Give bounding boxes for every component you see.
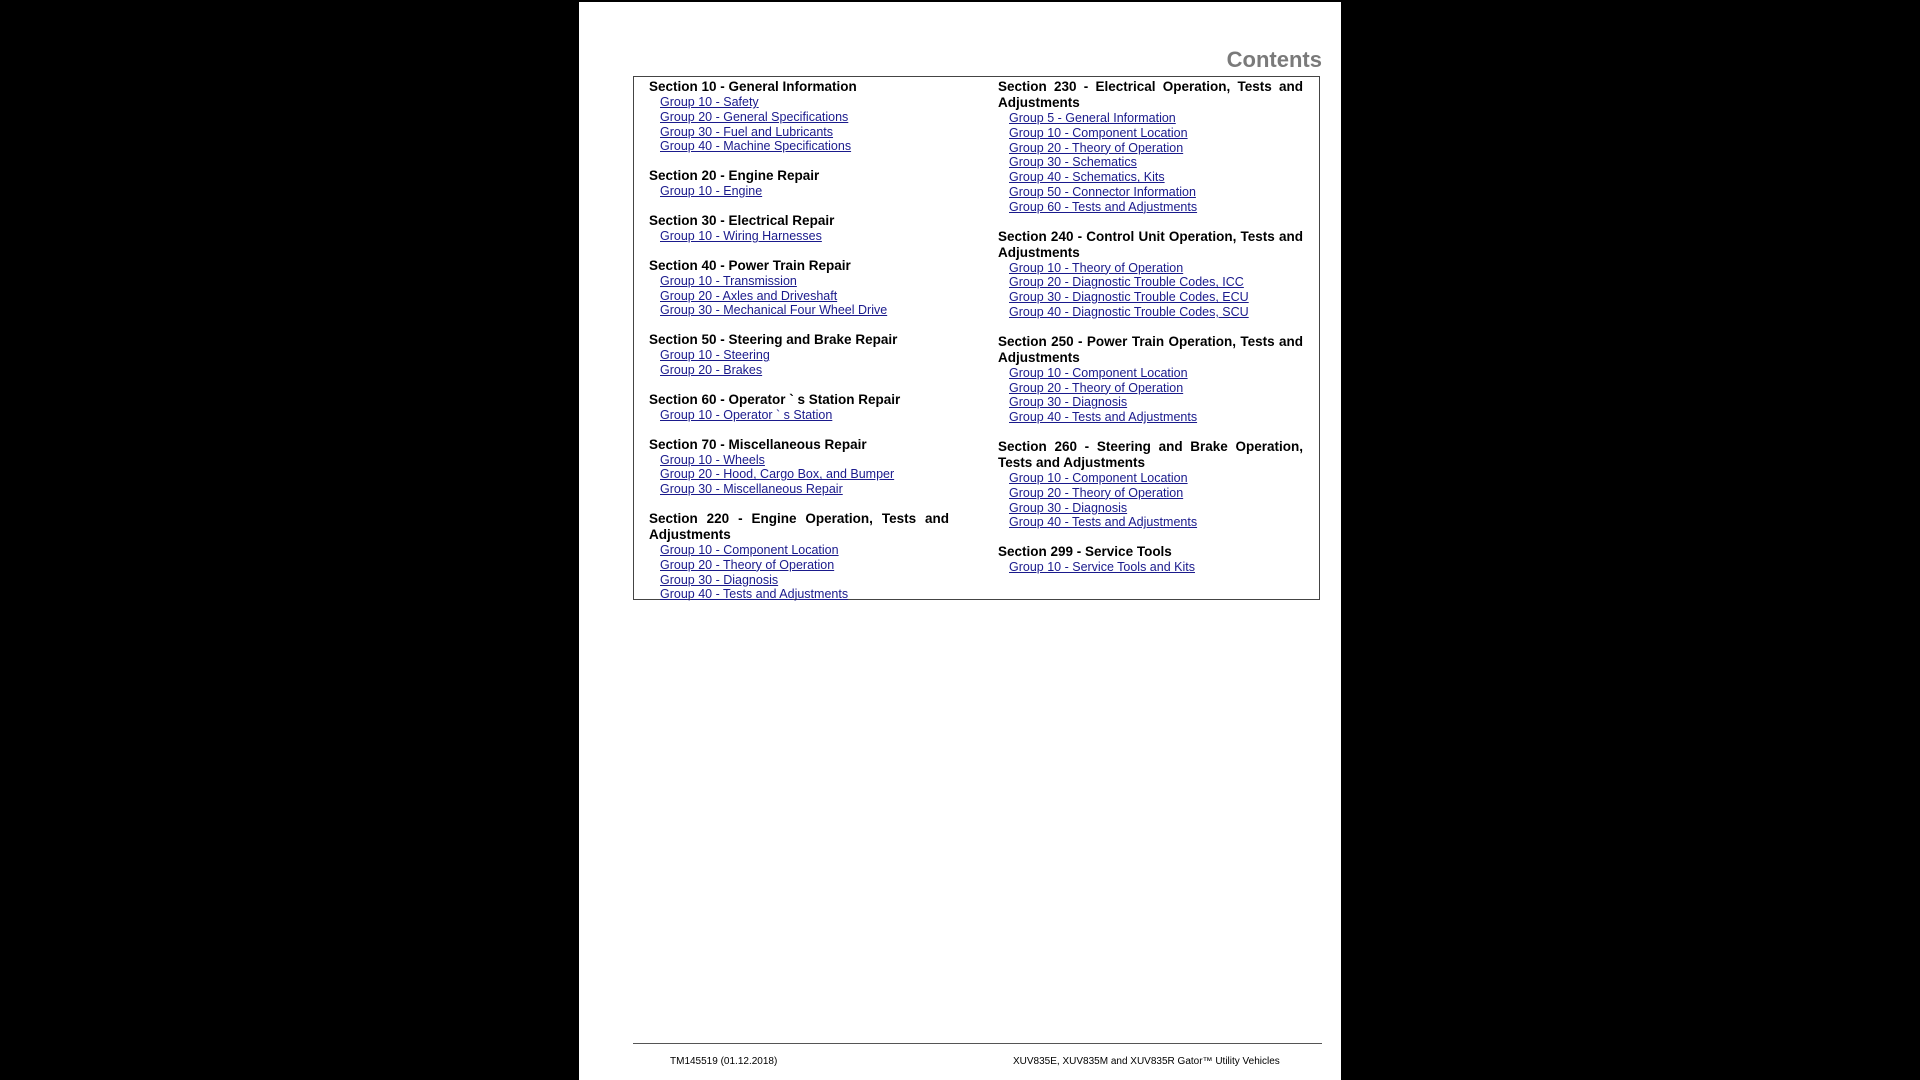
list-item bbox=[660, 348, 949, 363]
group-link[interactable]: Group 40 - Machine Specifications bbox=[660, 139, 852, 154]
section-title: Section 240 - Control Unit Operation, Tests and Adjustments bbox=[998, 228, 1303, 260]
list-item bbox=[1009, 111, 1303, 126]
group-link[interactable]: Group 10 - Steering bbox=[660, 348, 770, 363]
list-item bbox=[1009, 261, 1303, 276]
section-title: Section 70 - Miscellaneous Repair bbox=[649, 436, 867, 452]
toc-section bbox=[649, 213, 949, 244]
list-item bbox=[660, 125, 949, 140]
group-link[interactable]: Group 40 - Tests and Adjustments bbox=[660, 587, 849, 602]
group-list bbox=[649, 95, 949, 154]
group-link[interactable]: Group 20 - Theory of Operation bbox=[660, 557, 835, 572]
toc-section bbox=[649, 332, 949, 378]
toc-right-column bbox=[998, 79, 1303, 589]
group-list bbox=[998, 471, 1303, 530]
list-item bbox=[1009, 141, 1303, 156]
group-link[interactable]: Group 30 - Schematics bbox=[1009, 155, 1137, 170]
group-link[interactable]: Group 10 - Component Location bbox=[1009, 365, 1188, 380]
group-link[interactable]: Group 10 - Component Location bbox=[660, 542, 839, 557]
footer-document-number: TM145519 (01.12.2018) bbox=[670, 1056, 778, 1067]
toc-section bbox=[649, 437, 949, 497]
group-link[interactable]: Group 10 - Component Location bbox=[1009, 470, 1188, 485]
group-link[interactable]: Group 40 - Diagnostic Trouble Codes, SCU bbox=[1009, 304, 1249, 319]
group-link[interactable]: Group 30 - Miscellaneous Repair bbox=[660, 482, 843, 497]
group-link[interactable]: Group 40 - Tests and Adjustments bbox=[1009, 515, 1198, 530]
list-item bbox=[660, 573, 949, 588]
group-link[interactable]: Group 30 - Diagnostic Trouble Codes, ECU bbox=[1009, 290, 1249, 305]
section-title: Section 50 - Steering and Brake Repair bbox=[649, 332, 898, 348]
group-link[interactable]: Group 40 - Schematics, Kits bbox=[1009, 170, 1165, 185]
list-item bbox=[660, 482, 949, 497]
group-link[interactable]: Group 40 - Tests and Adjustments bbox=[1009, 410, 1198, 425]
group-link[interactable]: Group 30 - Diagnosis bbox=[1009, 395, 1128, 410]
group-link[interactable]: Group 30 - Diagnosis bbox=[660, 572, 779, 587]
list-item bbox=[660, 408, 949, 423]
section-title: Section 10 - General Information bbox=[649, 79, 857, 94]
group-list bbox=[998, 111, 1303, 215]
section-title: Section 30 - Electrical Repair bbox=[649, 212, 835, 228]
list-item bbox=[1009, 395, 1303, 410]
toc-section bbox=[998, 439, 1303, 530]
list-item bbox=[1009, 290, 1303, 305]
toc-section bbox=[998, 79, 1303, 215]
list-item bbox=[660, 229, 949, 244]
toc-section bbox=[649, 511, 949, 602]
group-list bbox=[998, 261, 1303, 320]
group-link[interactable]: Group 10 - Theory of Operation bbox=[1009, 260, 1184, 275]
list-item bbox=[660, 303, 949, 318]
group-link[interactable]: Group 10 - Safety bbox=[660, 95, 759, 109]
group-link[interactable]: Group 10 - Wiring Harnesses bbox=[660, 228, 822, 243]
group-link[interactable]: Group 20 - Hood, Cargo Box, and Bumper bbox=[660, 467, 895, 482]
list-item bbox=[1009, 275, 1303, 290]
group-list bbox=[649, 274, 949, 318]
group-list bbox=[649, 184, 949, 199]
section-title: Section 260 - Steering and Brake Operation, Tests and Adjustments bbox=[998, 438, 1303, 470]
group-list bbox=[649, 453, 949, 497]
toc-left-column bbox=[649, 79, 949, 616]
toc-section bbox=[649, 168, 949, 199]
group-list bbox=[649, 348, 949, 378]
list-item bbox=[1009, 471, 1303, 486]
list-item bbox=[660, 587, 949, 602]
list-item bbox=[1009, 305, 1303, 320]
footer-document-title: XUV835E, XUV835M and XUV835R Gator™ Utility Vehicles bbox=[1013, 1056, 1280, 1067]
list-item bbox=[1009, 155, 1303, 170]
list-item bbox=[1009, 515, 1303, 530]
group-list bbox=[998, 560, 1303, 575]
list-item bbox=[1009, 185, 1303, 200]
section-title: Section 220 - Engine Operation, Tests and Adjustments bbox=[649, 510, 949, 542]
section-title: Section 299 - Service Tools bbox=[998, 544, 1172, 560]
section-title: Section 60 - Operator ` s Station Repair bbox=[649, 391, 901, 407]
group-link[interactable]: Group 60 - Tests and Adjustments bbox=[1009, 199, 1198, 214]
group-list bbox=[649, 408, 949, 423]
list-item bbox=[660, 543, 949, 558]
list-item bbox=[1009, 200, 1303, 215]
group-link[interactable]: Group 20 - Theory of Operation bbox=[1009, 380, 1184, 395]
group-link[interactable]: Group 20 - Theory of Operation bbox=[1009, 485, 1184, 500]
list-item bbox=[660, 139, 949, 154]
section-title: Section 230 - Electrical Operation, Tests and Adjustments bbox=[998, 79, 1303, 110]
toc-section bbox=[649, 392, 949, 423]
list-item bbox=[660, 110, 949, 125]
section-title: Section 250 - Power Train Operation, Tests and Adjustments bbox=[998, 333, 1303, 365]
group-link[interactable]: Group 5 - General Information bbox=[1009, 111, 1176, 125]
group-link[interactable]: Group 30 - Diagnosis bbox=[1009, 500, 1128, 515]
list-item bbox=[660, 363, 949, 378]
table-of-contents bbox=[633, 76, 1320, 600]
list-item bbox=[1009, 410, 1303, 425]
group-link[interactable]: Group 10 - Engine bbox=[660, 184, 763, 199]
list-item bbox=[1009, 560, 1303, 575]
page-title: Contents bbox=[1226, 47, 1322, 72]
group-link[interactable]: Group 20 - Brakes bbox=[660, 362, 763, 377]
toc-section bbox=[998, 334, 1303, 425]
group-link[interactable]: Group 20 - Diagnostic Trouble Codes, ICC bbox=[1009, 275, 1244, 290]
group-link[interactable]: Group 50 - Connector Information bbox=[1009, 184, 1196, 199]
toc-section bbox=[649, 79, 949, 154]
section-title: Section 20 - Engine Repair bbox=[649, 168, 820, 184]
group-list bbox=[649, 543, 949, 602]
toc-section bbox=[998, 229, 1303, 320]
group-link[interactable]: Group 10 - Wheels bbox=[660, 452, 765, 467]
group-link[interactable]: Group 30 - Fuel and Lubricants bbox=[660, 124, 834, 139]
list-item bbox=[1009, 126, 1303, 141]
list-item bbox=[660, 467, 949, 482]
group-link[interactable]: Group 10 - Service Tools and Kits bbox=[1009, 560, 1195, 575]
group-link[interactable]: Group 10 - Transmission bbox=[660, 273, 797, 288]
list-item bbox=[660, 274, 949, 289]
group-link[interactable]: Group 10 - Operator ` s Station bbox=[660, 407, 833, 422]
list-item bbox=[1009, 501, 1303, 516]
toc-section bbox=[649, 258, 949, 318]
list-item bbox=[660, 453, 949, 468]
list-item bbox=[660, 95, 949, 110]
list-item bbox=[660, 184, 949, 199]
document-page bbox=[579, 2, 1341, 1080]
list-item bbox=[660, 289, 949, 304]
group-list bbox=[998, 366, 1303, 425]
footer-divider bbox=[633, 1043, 1322, 1044]
section-title: Section 40 - Power Train Repair bbox=[649, 257, 851, 273]
list-item bbox=[1009, 366, 1303, 381]
group-link[interactable]: Group 20 - Theory of Operation bbox=[1009, 140, 1184, 155]
group-link[interactable]: Group 20 - Axles and Driveshaft bbox=[660, 288, 838, 303]
group-link[interactable]: Group 30 - Mechanical Four Wheel Drive bbox=[660, 303, 888, 318]
group-link[interactable]: Group 10 - Component Location bbox=[1009, 125, 1188, 140]
list-item bbox=[1009, 170, 1303, 185]
toc-section bbox=[998, 544, 1303, 575]
group-list bbox=[649, 229, 949, 244]
group-link[interactable]: Group 20 - General Specifications bbox=[660, 109, 849, 124]
list-item bbox=[660, 558, 949, 573]
list-item bbox=[1009, 381, 1303, 396]
list-item bbox=[1009, 486, 1303, 501]
